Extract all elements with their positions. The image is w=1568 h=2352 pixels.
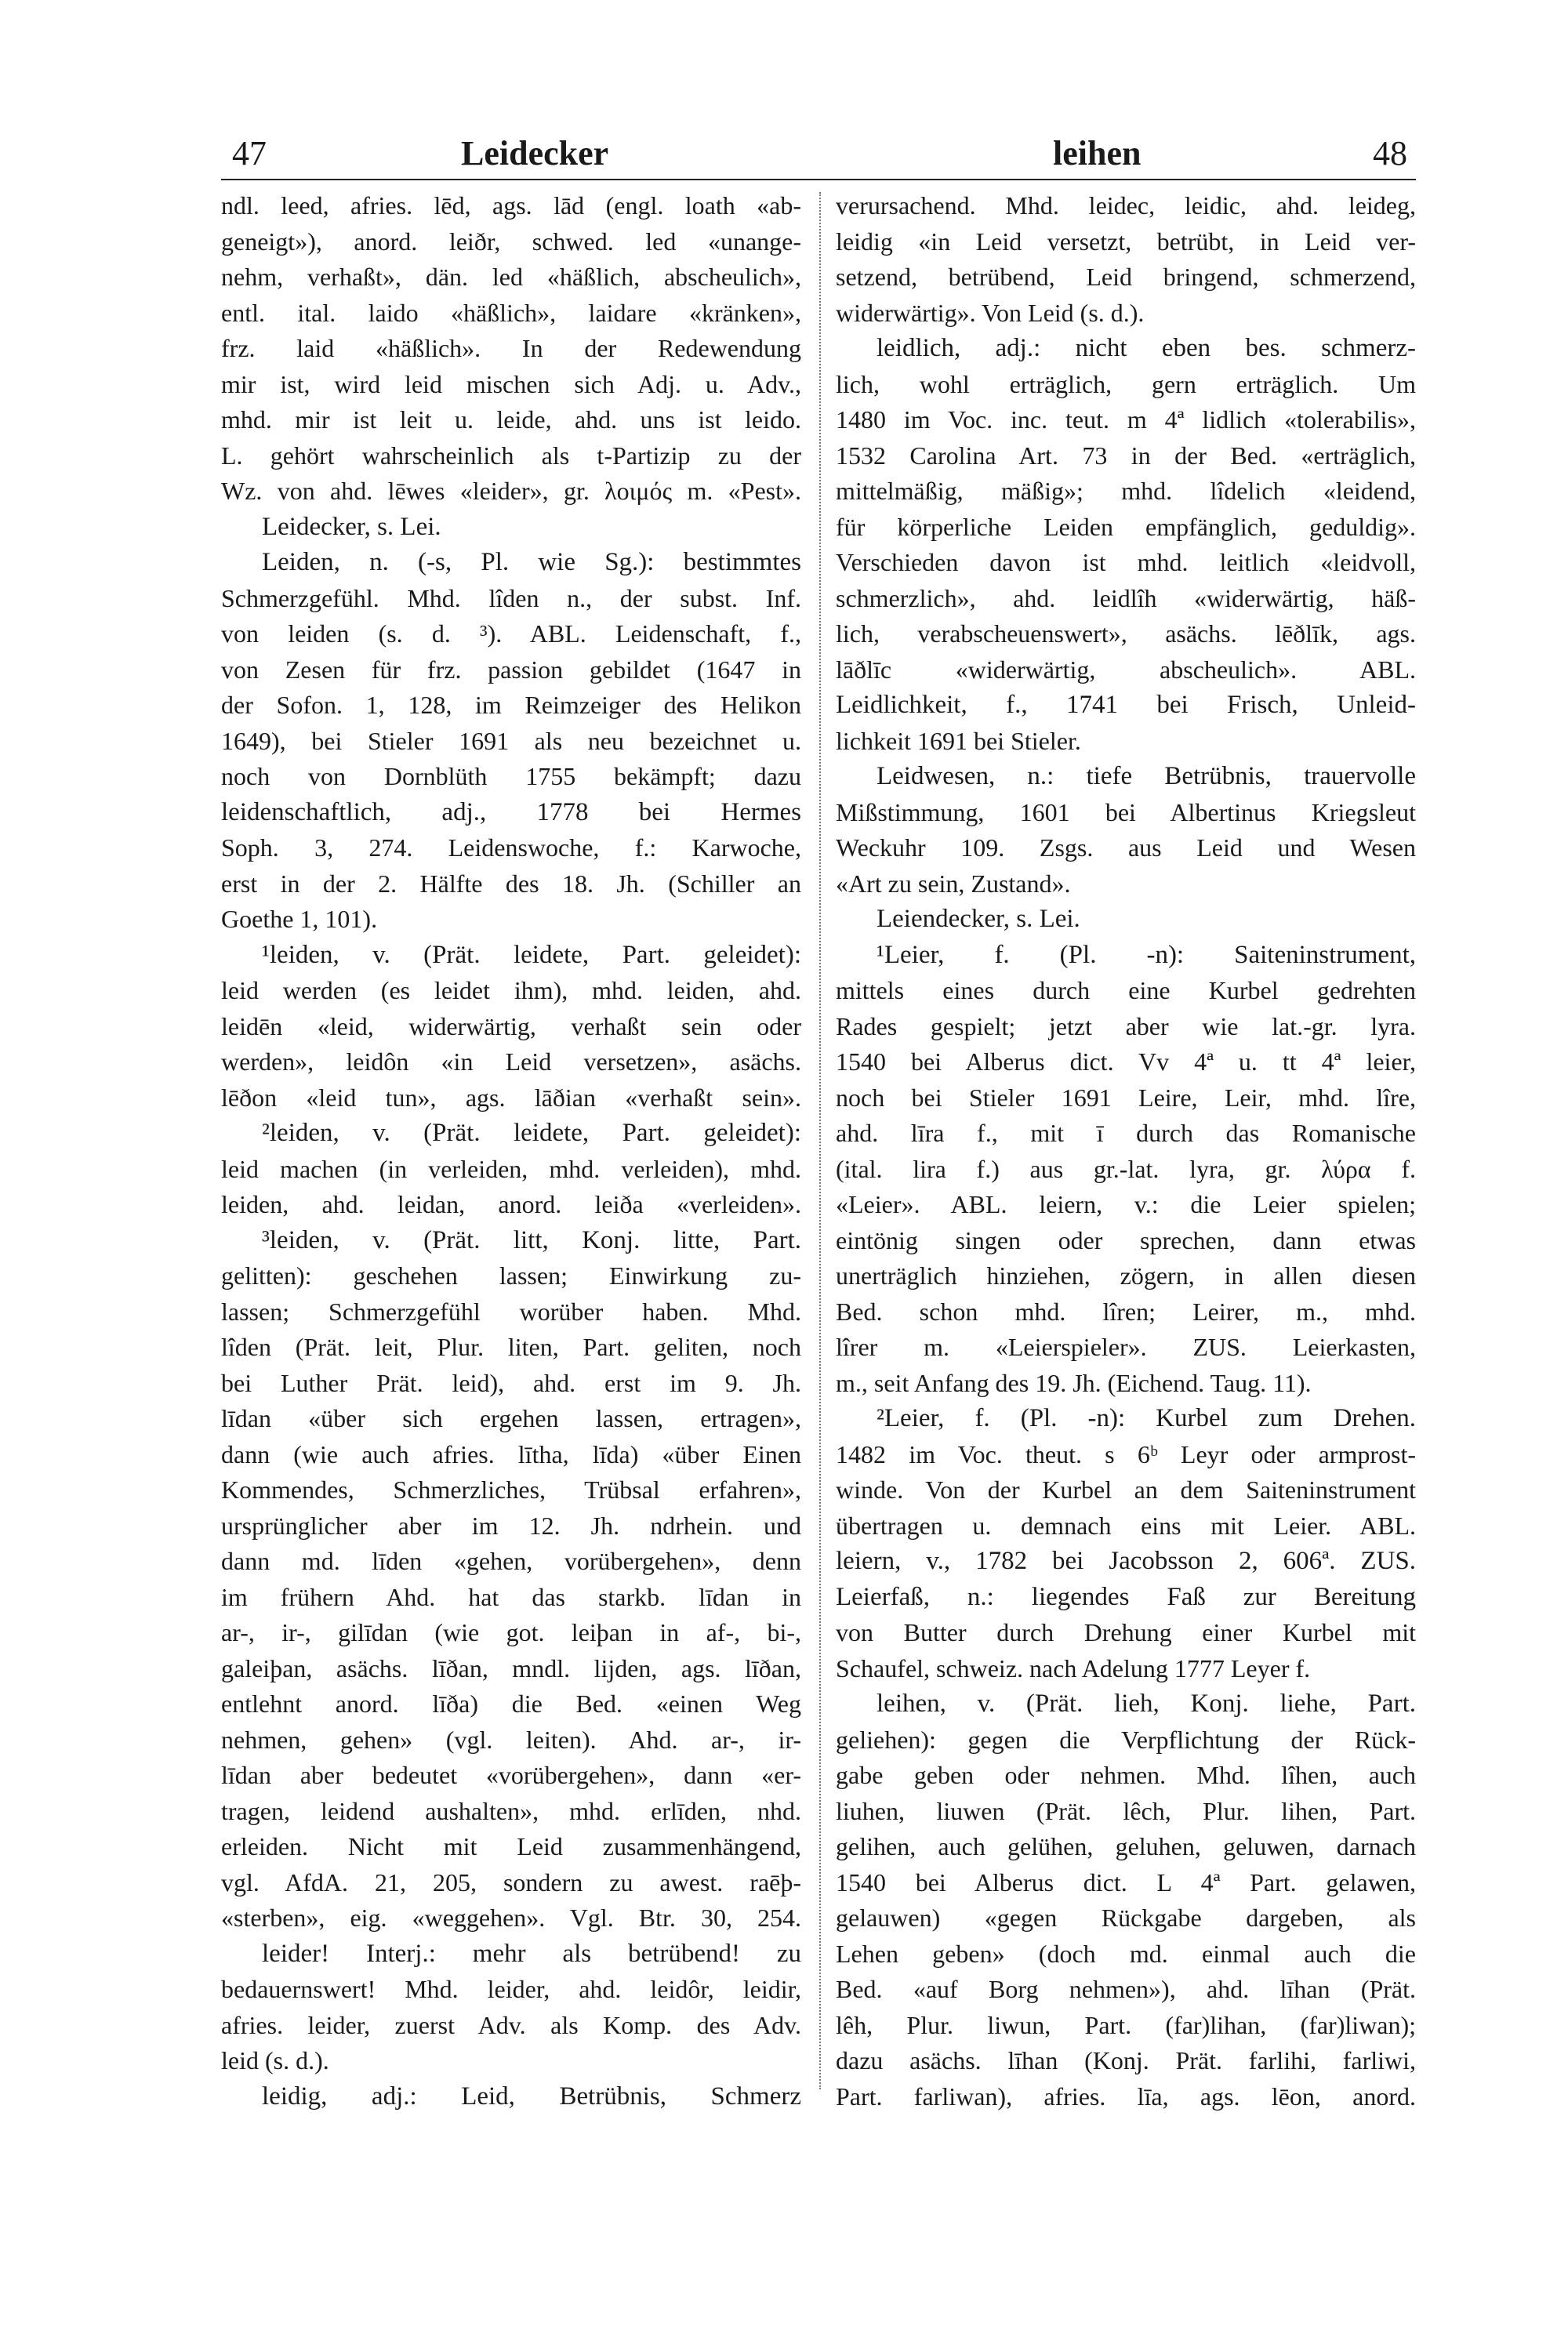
text-line: entl. ital. laido «häßlich», laidare «kränken», [221,298,801,327]
text-line: ndl. leed, afries. lēd, ags. lād (engl. loath «ab- [221,191,801,220]
text-line: līdan «über sich ergehen lassen, ertragen», [221,1404,801,1432]
text-line: 1480 im Voc. inc. teut. m 4ª lidlich «tolerabilis», [836,405,1416,434]
text-line: lich, wohl erträglich, gern erträglich. Um [836,369,1416,398]
text-line: mir ist, wird leid mischen sich Adj. u. Adv., [221,369,801,398]
text-line: dazu asächs. līhan (Konj. Prät. farlihi, farliwi, [836,2046,1416,2074]
text-line: 1482 im Voc. theut. s 6ᵇ Leyr oder armprost- [836,1439,1416,1468]
text-line: übertragen u. demnach eins mit Leier. ABL. [836,1511,1416,1540]
text-line: «sterben», eig. «weggehen». Vgl. Btr. 30, 254. [221,1904,801,1932]
text-line: leiern, v., 1782 bei Jacobsson 2, 606ª. ZUS. [836,1547,1416,1575]
text-line: ¹leiden, v. (Prät. leidete, Part. geleidet): [262,940,801,969]
text-line: liuhen, liuwen (Prät. lêch, Plur. lihen, Part. [836,1796,1416,1825]
left-column [221,188,801,2114]
text-line: gelitten): geschehen lassen; Einwirkung zu- [221,1261,801,1290]
text-line: unerträglich hinziehen, zögern, in allen diesen [836,1261,1416,1290]
text-line: Mißstimmung, 1601 bei Albertinus Kriegsleut [836,797,1416,826]
text-line: mittelmäßig, mäßig»; mhd. lîdelich «leidend, [836,477,1416,505]
page-number-right: 48 [1373,134,1407,172]
text-line: lîden (Prät. leit, Plur. liten, Part. geliten, noch [221,1333,801,1361]
text-line: leid (s. d.). [221,2046,329,2074]
text-line: Leiendecker, s. Lei. [877,905,1080,933]
text-line: ³leiden, v. (Prät. litt, Konj. litte, Part. [262,1225,801,1254]
text-line: lēðon «leid tun», ags. lāðian «verhaßt sein». [221,1083,801,1112]
text-line: (ital. lira f.) aus gr.-lat. lyra, gr. λύρα f. [836,1154,1416,1183]
text-line: leider! Interj.: mehr als betrübend! zu [262,1939,801,1968]
text-line: L. gehört wahrscheinlich als t-Partizip zu der [221,441,801,470]
text-line: Verschieden davon ist mhd. leitlich «leidvoll, [836,548,1416,576]
text-line: 1540 bei Alberus dict. Vv 4ª u. tt 4ª leier, [836,1047,1416,1076]
text-line: Wz. von ahd. lēwes «leider», gr. λοιμός m. «Pest». [221,477,801,505]
text-line: «Art zu sein, Zustand». [836,869,1071,898]
text-line: setzend, betrübend, Leid bringend, schmerzend, [836,263,1416,291]
header-rule [221,179,1416,180]
text-line: der Sofon. 1, 128, im Reimzeiger des Helikon [221,691,801,719]
text-line: Schaufel, schweiz. nach Adelung 1777 Leyer f. [836,1653,1311,1682]
page-number-left: 47 [232,134,267,172]
text-line: «Leier». ABL. leiern, v.: die Leier spielen; [836,1190,1416,1218]
text-line: lassen; Schmerzgefühl worüber haben. Mhd. [221,1297,801,1326]
text-line: 1649), bei Stieler 1691 als neu bezeichnet u. [221,726,801,755]
text-line: ahd. līra f., mit ī durch das Romanische [836,1119,1416,1147]
text-line: dann md. līden «gehen, vorübergehen», denn [221,1547,801,1575]
text-line: galeiþan, asächs. līðan, mndl. lijden, ags. līðan, [221,1653,801,1682]
text-line: gelihen, auch gelühen, geluhen, geluwen, darnach [836,1832,1416,1860]
text-line: leid werden (es leidet ihm), mhd. leiden, ahd. [221,976,801,1004]
text-line: frz. laid «häßlich». In der Redewendung [221,334,801,362]
text-line: m., seit Anfang des 19. Jh. (Eichend. Taug. 11). [836,1368,1312,1397]
text-line: im frühern Ahd. hat das starkb. līdan in [221,1582,801,1611]
text-line: verursachend. Mhd. leidec, leidic, ahd. leideg, [836,191,1416,220]
text-line: lîrer m. «Leierspieler». ZUS. Leierkasten, [836,1333,1416,1361]
text-line: von Butter durch Drehung einer Kurbel mit [836,1618,1416,1646]
text-line: ²leiden, v. (Prät. leidete, Part. geleidet): [262,1119,801,1147]
text-line: leidig «in Leid versetzt, betrübt, in Leid ver- [836,227,1416,256]
text-line: leidig, adj.: Leid, Betrübnis, Schmerz [262,2082,801,2111]
right-column [836,188,1416,2114]
text-line: lāðlīc «widerwärtig, abscheulich». ABL. [836,655,1416,684]
text-line: 1532 Carolina Art. 73 in der Bed. «erträglich, [836,441,1416,470]
text-line: gelauwen) «gegen Rückgabe dargeben, als [836,1904,1416,1932]
text-line: Kommendes, Schmerzliches, Trübsal erfahren», [221,1475,801,1504]
running-head-left: Leidecker [461,134,609,172]
text-line: ¹Leier, f. (Pl. -n): Saiteninstrument, [877,940,1416,969]
text-line: schmerzlich», ahd. leidlîh «widerwärtig, häß- [836,583,1416,612]
text-line: geliehen): gegen die Verpflichtung der Rück- [836,1725,1416,1754]
text-line: entlehnt anord. līða) die Bed. «einen Weg [221,1690,801,1718]
text-line: von leiden (s. d. ³). ABL. Leidenschaft, f., [221,619,801,648]
running-head-right: leihen [1053,134,1142,172]
text-line: von Zesen für frz. passion gebildet (1647 in [221,655,801,684]
text-line: Leierfaß, n.: liegendes Faß zur Bereitung [836,1582,1416,1611]
text-line: Rades gespielt; jetzt aber wie lat.-gr. lyra. [836,1011,1416,1040]
text-line: Weckuhr 109. Zsgs. aus Leid und Wesen [836,833,1416,862]
text-line: nehm, verhaßt», dän. led «häßlich, abscheulich», [221,263,801,291]
text-line: leidēn «leid, widerwärtig, verhaßt sein oder [221,1011,801,1040]
text-line: lêh, Plur. liwun, Part. (far)lihan, (far)liwan); [836,2010,1416,2039]
text-line: bei Luther Prät. leid), ahd. erst im 9. Jh. [221,1368,801,1397]
text-line: erleiden. Nicht mit Leid zusammenhängend, [221,1832,801,1860]
text-line: Leiden, n. (-s, Pl. wie Sg.): bestimmtes [262,548,801,576]
text-line: līdan aber bedeutet «vorübergehen», dann «er- [221,1761,801,1789]
text-line: ar-, ir-, gilīdan (wie got. leiþan in af-, bi-, [221,1618,801,1646]
text-line: Leidwesen, n.: tiefe Betrübnis, trauervolle [877,762,1416,790]
text-line: bedauernswert! Mhd. leider, ahd. leidôr, leidir, [221,1975,801,2003]
text-line: tragen, leidend aushalten», mhd. erlīden, nhd. [221,1796,801,1825]
text-line: winde. Von der Kurbel an dem Saiteninstrument [836,1475,1416,1504]
text-line: ursprünglicher aber im 12. Jh. ndrhein. und [221,1511,801,1540]
text-line: werden», leidôn «in Leid versetzen», asächs. [221,1047,801,1076]
text-line: vgl. AfdA. 21, 205, sondern zu awest. raēþ- [221,1867,801,1896]
text-line: noch bei Stieler 1691 Leire, Leir, mhd. lîre, [836,1083,1416,1112]
text-line: ²Leier, f. (Pl. -n): Kurbel zum Drehen. [877,1404,1416,1432]
text-line: lich, verabscheuenswert», asächs. lēðlīk, ags. [836,619,1416,648]
text-line: afries. leider, zuerst Adv. als Komp. des Adv. [221,2010,801,2039]
text-line: gabe geben oder nehmen. Mhd. lîhen, auch [836,1761,1416,1789]
text-line: Leidecker, s. Lei. [262,512,441,541]
text-line: widerwärtig». Von Leid (s. d.). [836,298,1145,327]
text-line: mittels eines durch eine Kurbel gedrehten [836,976,1416,1004]
text-line: 1540 bei Alberus dict. L 4ª Part. gelawen, [836,1867,1416,1896]
column-divider [819,192,821,2089]
text-line: Bed. schon mhd. lîren; Leirer, m., mhd. [836,1297,1416,1326]
text-line: Part. farliwan), afries. līa, ags. lēon, anord. [836,2082,1416,2111]
text-line: dann (wie auch afries. lītha, līda) «über Einen [221,1439,801,1468]
text-line: Leidlichkeit, f., 1741 bei Frisch, Unleid- [836,691,1416,719]
text-line: noch von Dornblüth 1755 bekämpft; dazu [221,762,801,790]
text-line: leihen, v. (Prät. lieh, Konj. liehe, Part. [877,1690,1416,1718]
text-line: Bed. «auf Borg nehmen»), ahd. līhan (Prät. [836,1975,1416,2003]
text-line: Lehen geben» (doch md. einmal auch die [836,1939,1416,1968]
text-line: Soph. 3, 274. Leidenswoche, f.: Karwoche, [221,833,801,862]
text-line: erst in der 2. Hälfte des 18. Jh. (Schiller an [221,869,801,898]
text-line: eintönig singen oder sprechen, dann etwas [836,1225,1416,1254]
text-line: für körperliche Leiden empfänglich, geduldig». [836,512,1416,541]
text-line: geneigt»), anord. leiðr, schwed. led «unange- [221,227,801,256]
text-line: leid machen (in verleiden, mhd. verleiden), mhd. [221,1154,801,1183]
text-line: nehmen, gehen» (vgl. leiten). Ahd. ar-, ir- [221,1725,801,1754]
text-line: leiden, ahd. leidan, anord. leiða «verleiden». [221,1190,801,1218]
text-line: leidenschaftlich, adj., 1778 bei Hermes [221,797,801,826]
text-line: Goethe 1, 101). [221,905,378,933]
text-line: Schmerzgefühl. Mhd. lîden n., der subst. Inf. [221,583,801,612]
text-line: mhd. mir ist leit u. leide, ahd. uns ist leido. [221,405,801,434]
text-line: leidlich, adj.: nicht eben bes. schmerz- [877,334,1416,362]
text-line: lichkeit 1691 bei Stieler. [836,726,1081,755]
